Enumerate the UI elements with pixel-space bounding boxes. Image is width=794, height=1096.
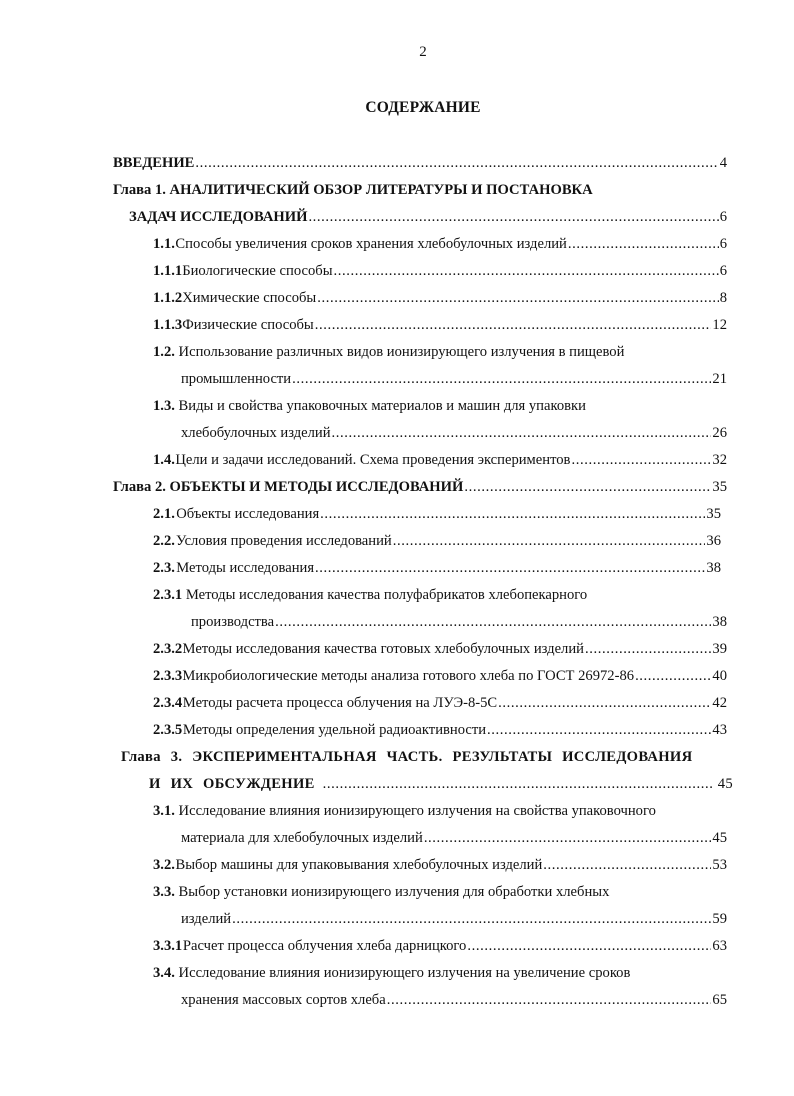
toc-entry-text: ЗАДАЧ ИССЛЕДОВАНИЙ bbox=[129, 209, 308, 225]
toc-entry-text: материала для хлебобулочных изделий bbox=[181, 830, 423, 846]
toc-entry-2-3 bbox=[153, 558, 721, 578]
leader-dots bbox=[315, 558, 705, 578]
toc-entry-number: 3.3. bbox=[153, 884, 175, 900]
toc-entry-1-1-2 bbox=[153, 288, 727, 308]
toc-entry-text: И ИХ ОБСУЖДЕНИЕ bbox=[149, 776, 315, 792]
toc-entry-text: Выбор установки ионизирующего излучения для обработки хлебных bbox=[178, 884, 610, 900]
toc-entry-introduction bbox=[113, 153, 727, 173]
toc-entry-1-3-line1 bbox=[153, 396, 586, 416]
toc-entry-text: Расчет процесса облучения хлеба дарницкого bbox=[182, 938, 467, 954]
leader-dots bbox=[467, 936, 711, 956]
toc-entry-3-4-line2 bbox=[181, 990, 727, 1010]
toc-entry-text: Выбор машины для упаковывания хлебобулочных изделий bbox=[175, 857, 543, 873]
toc-entry-text: Методы определения удельной радиоактивности bbox=[182, 722, 487, 738]
toc-entry-number: 2.2. bbox=[153, 533, 175, 549]
toc-entry-page: 36 bbox=[706, 533, 721, 549]
toc-entry-page: 8 bbox=[719, 290, 727, 306]
leader-dots bbox=[387, 990, 712, 1010]
toc-entry-text: Методы исследования bbox=[176, 560, 315, 576]
toc-entry-number: 1.2. bbox=[153, 344, 175, 360]
toc-entry-1-1-3 bbox=[153, 315, 727, 335]
toc-entry-number: 2.3.5 bbox=[153, 722, 183, 738]
toc-chapter-1-line2 bbox=[129, 207, 727, 227]
toc-entry-1-4 bbox=[153, 450, 727, 470]
leader-dots bbox=[315, 315, 712, 335]
toc-entry-number: 1.1.2 bbox=[153, 290, 183, 306]
toc-entry-number: 3.3.1 bbox=[153, 938, 183, 954]
toc-entry-2-3-4 bbox=[153, 693, 727, 713]
toc-entry-text: промышленности bbox=[181, 371, 292, 387]
toc-entry-number: 3.2. bbox=[153, 857, 175, 873]
leader-dots bbox=[568, 234, 719, 254]
toc-entry-3-4-line1 bbox=[153, 963, 630, 983]
toc-entry-text: Физические способы bbox=[182, 317, 314, 333]
leader-dots bbox=[424, 828, 712, 848]
toc-entry-number: 3.4. bbox=[153, 965, 175, 981]
toc-entry-number: 1.4. bbox=[153, 452, 175, 468]
toc-entry-page: 21 bbox=[712, 371, 727, 387]
toc-entry-text: Исследование влияния ионизирующего излучения на увеличение сроков bbox=[178, 965, 631, 981]
leader-dots bbox=[275, 612, 711, 632]
toc-entry-text: Виды и свойства упаковочных материалов и машин для упаковки bbox=[178, 398, 586, 414]
toc-entry-text: Методы расчета процесса облучения на ЛУЭ-8-5С bbox=[182, 695, 498, 711]
leader-dots bbox=[498, 693, 711, 713]
toc-entry-number: 1.1.1 bbox=[153, 263, 183, 279]
toc-entry-page: 35 bbox=[706, 506, 721, 522]
toc-chapter-3-line2 bbox=[149, 774, 733, 794]
page-number: 2 bbox=[419, 44, 427, 60]
toc-entry-text: хранения массовых сортов хлеба bbox=[181, 992, 386, 1008]
toc-entry-3-3-line2 bbox=[181, 909, 727, 929]
leader-dots bbox=[571, 450, 711, 470]
leader-dots bbox=[320, 504, 705, 524]
toc-entry-text: хлебобулочных изделий bbox=[181, 425, 331, 441]
leader-dots bbox=[323, 774, 712, 794]
toc-entry-page: 45 bbox=[712, 830, 727, 846]
toc-entry-2-3-1-line2 bbox=[191, 612, 727, 632]
toc-entry-3-1-line1 bbox=[153, 801, 656, 821]
toc-entry-page: 26 bbox=[712, 425, 727, 441]
toc-entry-text: изделий bbox=[181, 911, 232, 927]
toc-entry-page: 6 bbox=[719, 209, 727, 225]
toc-entry-page: 4 bbox=[719, 155, 727, 171]
toc-entry-2-1 bbox=[153, 504, 721, 524]
toc-entry-text: Химические способы bbox=[182, 290, 317, 306]
toc-chapter-2 bbox=[113, 477, 727, 497]
leader-dots bbox=[317, 288, 718, 308]
toc-chapter-3-line1: Глава 3. ЭКСПЕРИМЕНТАЛЬНАЯ ЧАСТЬ. РЕЗУЛЬТАТЫ ИССЛЕДОВАНИЯ bbox=[121, 749, 693, 765]
toc-entry-page: 32 bbox=[712, 452, 727, 468]
toc-entry-number: 3.1. bbox=[153, 803, 175, 819]
toc-entry-number: 1.1.3 bbox=[153, 317, 183, 333]
toc-entry-text: Исследование влияния ионизирующего излучения на свойства упаковочного bbox=[178, 803, 656, 819]
leader-dots bbox=[543, 855, 711, 875]
toc-entry-2-3-5 bbox=[153, 720, 727, 740]
toc-entry-page: 38 bbox=[712, 614, 727, 630]
toc-entry-text: Способы увеличения сроков хранения хлебобулочных изделий bbox=[175, 236, 567, 252]
leader-dots bbox=[635, 666, 711, 686]
toc-entry-number: 2.3.3 bbox=[153, 668, 183, 684]
toc-entry-number: 2.3.1 bbox=[153, 587, 183, 603]
toc-entry-number: 2.3. bbox=[153, 560, 175, 576]
toc-entry-text: Условия проведения исследований bbox=[175, 533, 392, 549]
leader-dots bbox=[334, 261, 719, 281]
toc-entry-2-3-3 bbox=[153, 666, 727, 686]
toc-entry-page: 65 bbox=[712, 992, 727, 1008]
leader-dots bbox=[487, 720, 711, 740]
toc-entry-page: 38 bbox=[706, 560, 721, 576]
toc-entry-2-3-1-line1 bbox=[153, 585, 587, 605]
toc-entry-1-1 bbox=[153, 234, 727, 254]
toc-entry-page: 45 bbox=[717, 776, 733, 792]
toc-entry-3-3-line1 bbox=[153, 882, 609, 902]
toc-entry-number: 1.1. bbox=[153, 236, 175, 252]
leader-dots bbox=[332, 423, 712, 443]
toc-entry-text: Методы исследования качества готовых хлебобулочных изделий bbox=[182, 641, 584, 657]
leader-dots bbox=[585, 639, 711, 659]
toc-entry-page: 35 bbox=[712, 479, 727, 495]
toc-entry-text: производства bbox=[191, 614, 275, 630]
toc-entry-text: Цели и задачи исследований. Схема проведения экспериментов bbox=[175, 452, 571, 468]
toc-entry-2-2 bbox=[153, 531, 721, 551]
toc-entry-text: ВВЕДЕНИЕ bbox=[113, 155, 195, 171]
leader-dots bbox=[292, 369, 711, 389]
toc-entry-number: 1.3. bbox=[153, 398, 175, 414]
toc-entry-1-3-line2 bbox=[181, 423, 727, 443]
toc-entry-text: Микробиологические методы анализа готового хлеба по ГОСТ 26972-86 bbox=[182, 668, 635, 684]
toc-entry-3-3-1 bbox=[153, 936, 727, 956]
toc-entry-2-3-2 bbox=[153, 639, 727, 659]
toc-entry-number: 2.1. bbox=[153, 506, 175, 522]
toc-entry-text: Биологические способы bbox=[182, 263, 333, 279]
leader-dots bbox=[464, 477, 711, 497]
toc-entry-text: Использование различных видов ионизирующего излучения в пищевой bbox=[178, 344, 625, 360]
toc-entry-page: 40 bbox=[712, 668, 727, 684]
toc-entry-1-1-1 bbox=[153, 261, 727, 281]
toc-chapter-1-line1: Глава 1. АНАЛИТИЧЕСКИЙ ОБЗОР ЛИТЕРАТУРЫ И ПОСТАНОВКА bbox=[113, 182, 593, 198]
toc-entry-number: 2.3.4 bbox=[153, 695, 183, 711]
toc-entry-3-1-line2 bbox=[181, 828, 727, 848]
toc-entry-page: 42 bbox=[712, 695, 727, 711]
leader-dots bbox=[393, 531, 706, 551]
toc-entry-page: 12 bbox=[712, 317, 727, 333]
toc-title: СОДЕРЖАНИЕ bbox=[365, 99, 481, 116]
leader-dots bbox=[308, 207, 718, 227]
toc-entry-number: 2.3.2 bbox=[153, 641, 183, 657]
toc-entry-page: 6 bbox=[719, 236, 727, 252]
toc-entry-1-2-line2 bbox=[181, 369, 727, 389]
toc-entry-page: 6 bbox=[719, 263, 727, 279]
toc-entry-3-2 bbox=[153, 855, 727, 875]
toc-entry-text: Глава 2. ОБЪЕКТЫ И МЕТОДЫ ИССЛЕДОВАНИЙ bbox=[113, 479, 464, 495]
toc-entry-page: 53 bbox=[712, 857, 727, 873]
toc-entry-page: 63 bbox=[712, 938, 727, 954]
toc-entry-page: 43 bbox=[712, 722, 727, 738]
toc-entry-text: Методы исследования качества полуфабрикатов хлебопекарного bbox=[185, 587, 588, 603]
toc-entry-text: Объекты исследования bbox=[176, 506, 320, 522]
toc-entry-1-2-line1 bbox=[153, 342, 624, 362]
leader-dots bbox=[195, 153, 718, 173]
leader-dots bbox=[232, 909, 711, 929]
toc-entry-page: 39 bbox=[712, 641, 727, 657]
toc-entry-page: 59 bbox=[712, 911, 727, 927]
